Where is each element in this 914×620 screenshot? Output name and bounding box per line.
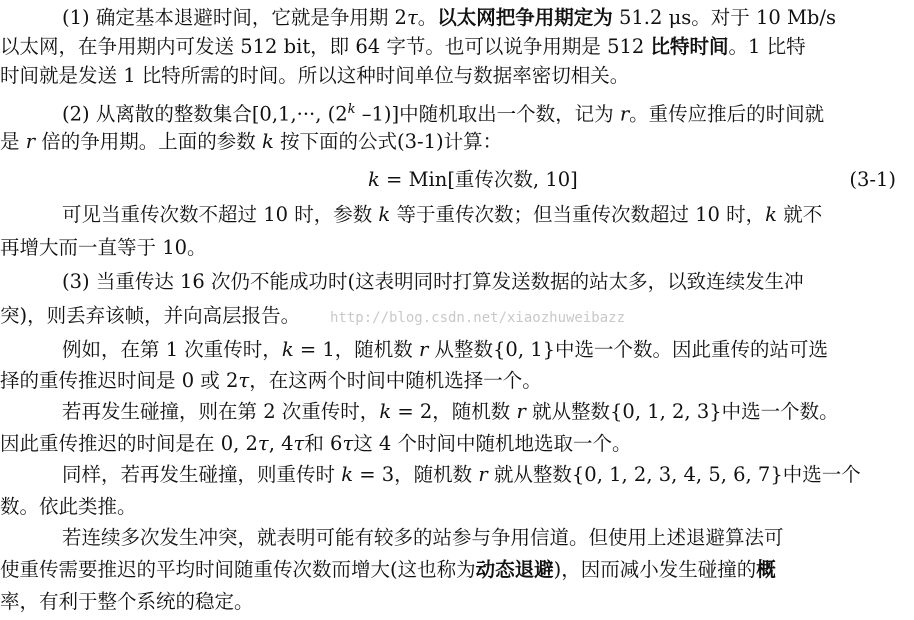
text: 率，有利于整个系统的稳定。 [0,590,254,613]
text: 若再发生碰撞，则在第 2 次重传时， [62,400,380,423]
var-k: k [765,203,777,226]
var-r: r [418,338,429,361]
p8-line-1 [0,524,914,552]
var-k: k [378,203,391,226]
text: 可见当重传次数不超过 10 时，参数 [62,203,379,226]
text: 使重传需要推迟的平均时间随重传次数而增大(这也称为 [0,558,476,581]
var-r: r [619,102,630,124]
text: 突)，则丢弃该帧，并向高层报告。 [0,304,301,327]
text: , 4 [268,432,294,455]
text: 例如，在第 1 次重传时， [62,338,282,361]
text: 因此重传推迟的时间是在 0, 2 [0,432,258,455]
p2-line-2 [0,128,914,156]
var-r: r [25,130,36,153]
tau-symbol: τ [257,432,269,455]
p1-line-1 [0,4,914,32]
var-k: k [261,130,274,153]
text: 就从整数{0, 1, 2, 3, 4, 5, 6, 7}中选一个 [487,463,861,486]
text: (2) 从离散的整数集合[0,1,···, (2 [62,102,348,124]
tau-symbol: τ [293,432,305,455]
text: –1)]中随机取出一个数，记为 [355,102,620,124]
exponent-k: k [347,102,356,117]
text: 时间就是发送 1 比特所需的时间。所以这种时间单位与数据率密切相关。 [0,64,630,87]
text: 就不 [777,203,823,226]
p2-line-1 [0,96,914,124]
text: 等于重传次数；但当重传次数超过 10 时， [390,203,766,226]
text: 数。依此类推。 [0,495,137,518]
tau-symbol: τ [342,432,354,455]
text: (1) 确定基本退避时间，它就是争用期 2 [62,6,407,29]
text: )，因而减小发生碰撞的 [553,558,757,581]
equation-number: (3-1) [849,168,896,191]
tau-symbol: τ [406,6,418,29]
formula-3-1 [368,166,578,194]
p1-line-3 [0,62,914,90]
text: 。重传应推后的时间就 [629,102,825,124]
text: 以太网，在争用期内可发送 512 bit，即 64 字节。也可以说争用期是 512 [0,35,651,58]
var-k: k [368,168,380,191]
var-r: r [478,463,488,486]
bold-text: 比特时间 [650,35,729,58]
p5-line-1 [0,336,914,364]
bold-text: 动态退避 [475,558,554,581]
text: 从整数{0, 1}中选一个数。因此重传的站可选 [428,338,829,361]
text: 按下面的公式(3-1)计算： [273,130,503,153]
text: 再增大而一直等于 10。 [0,236,207,259]
tau-symbol: τ [238,369,250,392]
text: 就从整数{0, 1, 2, 3}中选一个数。 [525,400,839,423]
text: = 1，随机数 [293,338,419,361]
var-k: k [341,463,354,486]
text: 。1 比特 [728,35,806,58]
text: 51.2 μs。对于 10 Mb/s [612,6,836,29]
p3-line-2 [0,234,914,262]
text: 倍的争用期。上面的参数 [35,130,262,153]
bold-text: 以太网把争用期定为 [437,6,613,29]
formula-text: = Min[重传次数, 10] [379,168,578,191]
p4-line-1 [0,268,914,296]
p7-line-2 [0,493,914,521]
text: 若连续多次发生冲突，就表明可能有较多的站参与争用信道。但使用上述退避算法可 [62,526,784,549]
p6-line-2 [0,430,914,458]
text: 。 [417,6,438,29]
p8-line-2 [0,556,914,584]
text: 这 4 个时间中随机地选取一个。 [353,432,632,455]
text: 是 [0,130,26,153]
var-r: r [516,400,526,423]
text: 和 6 [304,432,343,455]
var-k: k [379,400,392,423]
text: = 2，随机数 [391,400,517,423]
p5-line-2 [0,367,914,395]
p6-line-1 [0,398,914,426]
text: (3) 当重传达 16 次仍不能成功时(这表明同时打算发送数据的站太多，以致连续发生冲 [62,270,804,293]
p7-line-1 [0,461,914,489]
text: 同样，若再发生碰撞，则重传时 [62,463,342,486]
text: ，在这两个时间中随机选择一个。 [249,369,542,392]
text: 择的重传推迟时间是 0 或 2 [0,369,239,392]
p1-line-2 [0,33,914,61]
text: = 3，随机数 [353,463,479,486]
p3-line-1 [0,201,914,229]
bold-text: 概 [756,558,776,581]
watermark: http://blog.csdn.net/xiaozhuweibazz [330,310,626,326]
var-k: k [281,338,294,361]
p8-line-3 [0,588,914,616]
